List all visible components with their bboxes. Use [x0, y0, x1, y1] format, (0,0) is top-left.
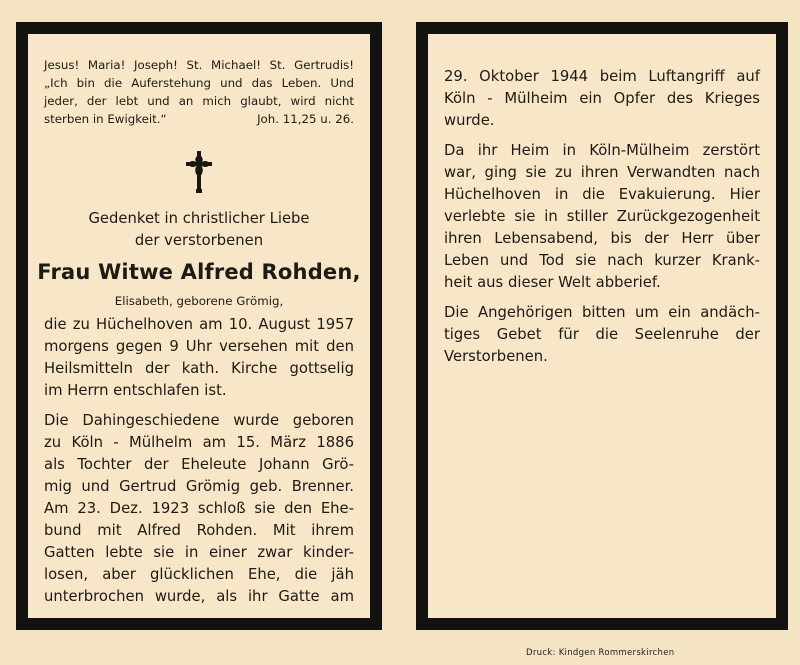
text-line: Heilsmitteln der kath. Kirche gottselig	[44, 360, 354, 377]
intro-text	[28, 208, 370, 252]
motto-line: „Ich bin die Auferstehung und das Leben. Und	[44, 76, 354, 90]
left-card	[16, 22, 382, 630]
text-line: war, ging sie zu ihren Verwandten nach	[444, 164, 760, 181]
deceased-subtitle: Elisabeth, geborene Grömig,	[114, 294, 284, 308]
text-line: die zu Hüchelhoven am 10. August 1957	[44, 316, 354, 333]
text-line: Gatten lebte sie in einer zwar kinder-	[44, 544, 354, 561]
text-line: heit aus dieser Welt abberief.	[444, 274, 661, 291]
text-line: losen, aber glücklichen Ehe, die jäh	[44, 566, 354, 583]
text-line: tiges Gebet für die Seelenruhe der	[444, 326, 760, 343]
bible-motto	[44, 56, 354, 128]
motto-line: Jesus! Maria! Joseph! St. Michael! St. Gertrudis!	[44, 58, 354, 72]
text-line: im Herrn entschlafen ist.	[44, 382, 227, 399]
paragraph	[44, 314, 354, 402]
text-line: Am 23. Dez. 1923 schloß sie den Ehe-	[44, 500, 354, 517]
text-line: Die Angehörigen bitten um ein andäch-	[444, 304, 760, 321]
text-line: als Tochter der Eheleute Johann Grö-	[44, 456, 354, 473]
text-line: verlebte sie in stiller Zurückgezogenheit	[444, 208, 760, 225]
intro-line: der verstorbenen	[134, 232, 264, 249]
text-line: 29. Oktober 1944 beim Luftangriff auf	[444, 68, 760, 85]
text-line: wurde.	[444, 112, 495, 129]
text-line: Hüchelhoven in die Evakuierung. Hier	[444, 186, 760, 203]
paragraph	[444, 302, 760, 368]
paragraph	[44, 410, 354, 608]
text-line: morgens gegen 9 Uhr versehen mit den	[44, 338, 354, 355]
intro-line: Gedenket in christlicher Liebe	[88, 210, 310, 227]
text-line: bund mit Alfred Rohden. Mit ihrem	[44, 522, 354, 539]
text-line: Verstorbenen.	[444, 348, 548, 365]
text-line: mig und Gertrud Grömig geb. Brenner.	[44, 478, 354, 495]
text-line: Köln - Mülheim ein Opfer des Krieges	[444, 90, 760, 107]
right-card	[416, 22, 788, 630]
text-line: zu Köln - Mülhelm am 15. März 1886	[44, 434, 354, 451]
motto-line: sterben in Ewigkeit.“	[44, 112, 167, 126]
text-line: unterbrochen wurde, als ihr Gatte am	[44, 588, 354, 605]
left-body	[44, 314, 354, 608]
text-line: Da ihr Heim in Köln-Mülheim zerstört	[444, 142, 760, 159]
text-line: Die Dahingeschiedene wurde geboren	[44, 412, 354, 429]
right-body	[444, 66, 760, 368]
paragraph	[444, 140, 760, 294]
motto-reference: Joh. 11,25 u. 26.	[257, 112, 354, 126]
text-line: ihren Lebensabend, bis der Herr über	[444, 230, 760, 247]
deceased-name: Frau Witwe Alfred Rohden,	[37, 260, 361, 284]
motto-line: jeder, der lebt und an mich glaubt, wird nicht	[44, 94, 354, 108]
paragraph	[444, 66, 760, 132]
printer-credit: Druck: Kindgen Rommerskirchen	[526, 648, 675, 658]
cross-icon	[184, 150, 214, 194]
text-line: Leben und Tod sie nach kurzer Krank-	[444, 252, 760, 269]
